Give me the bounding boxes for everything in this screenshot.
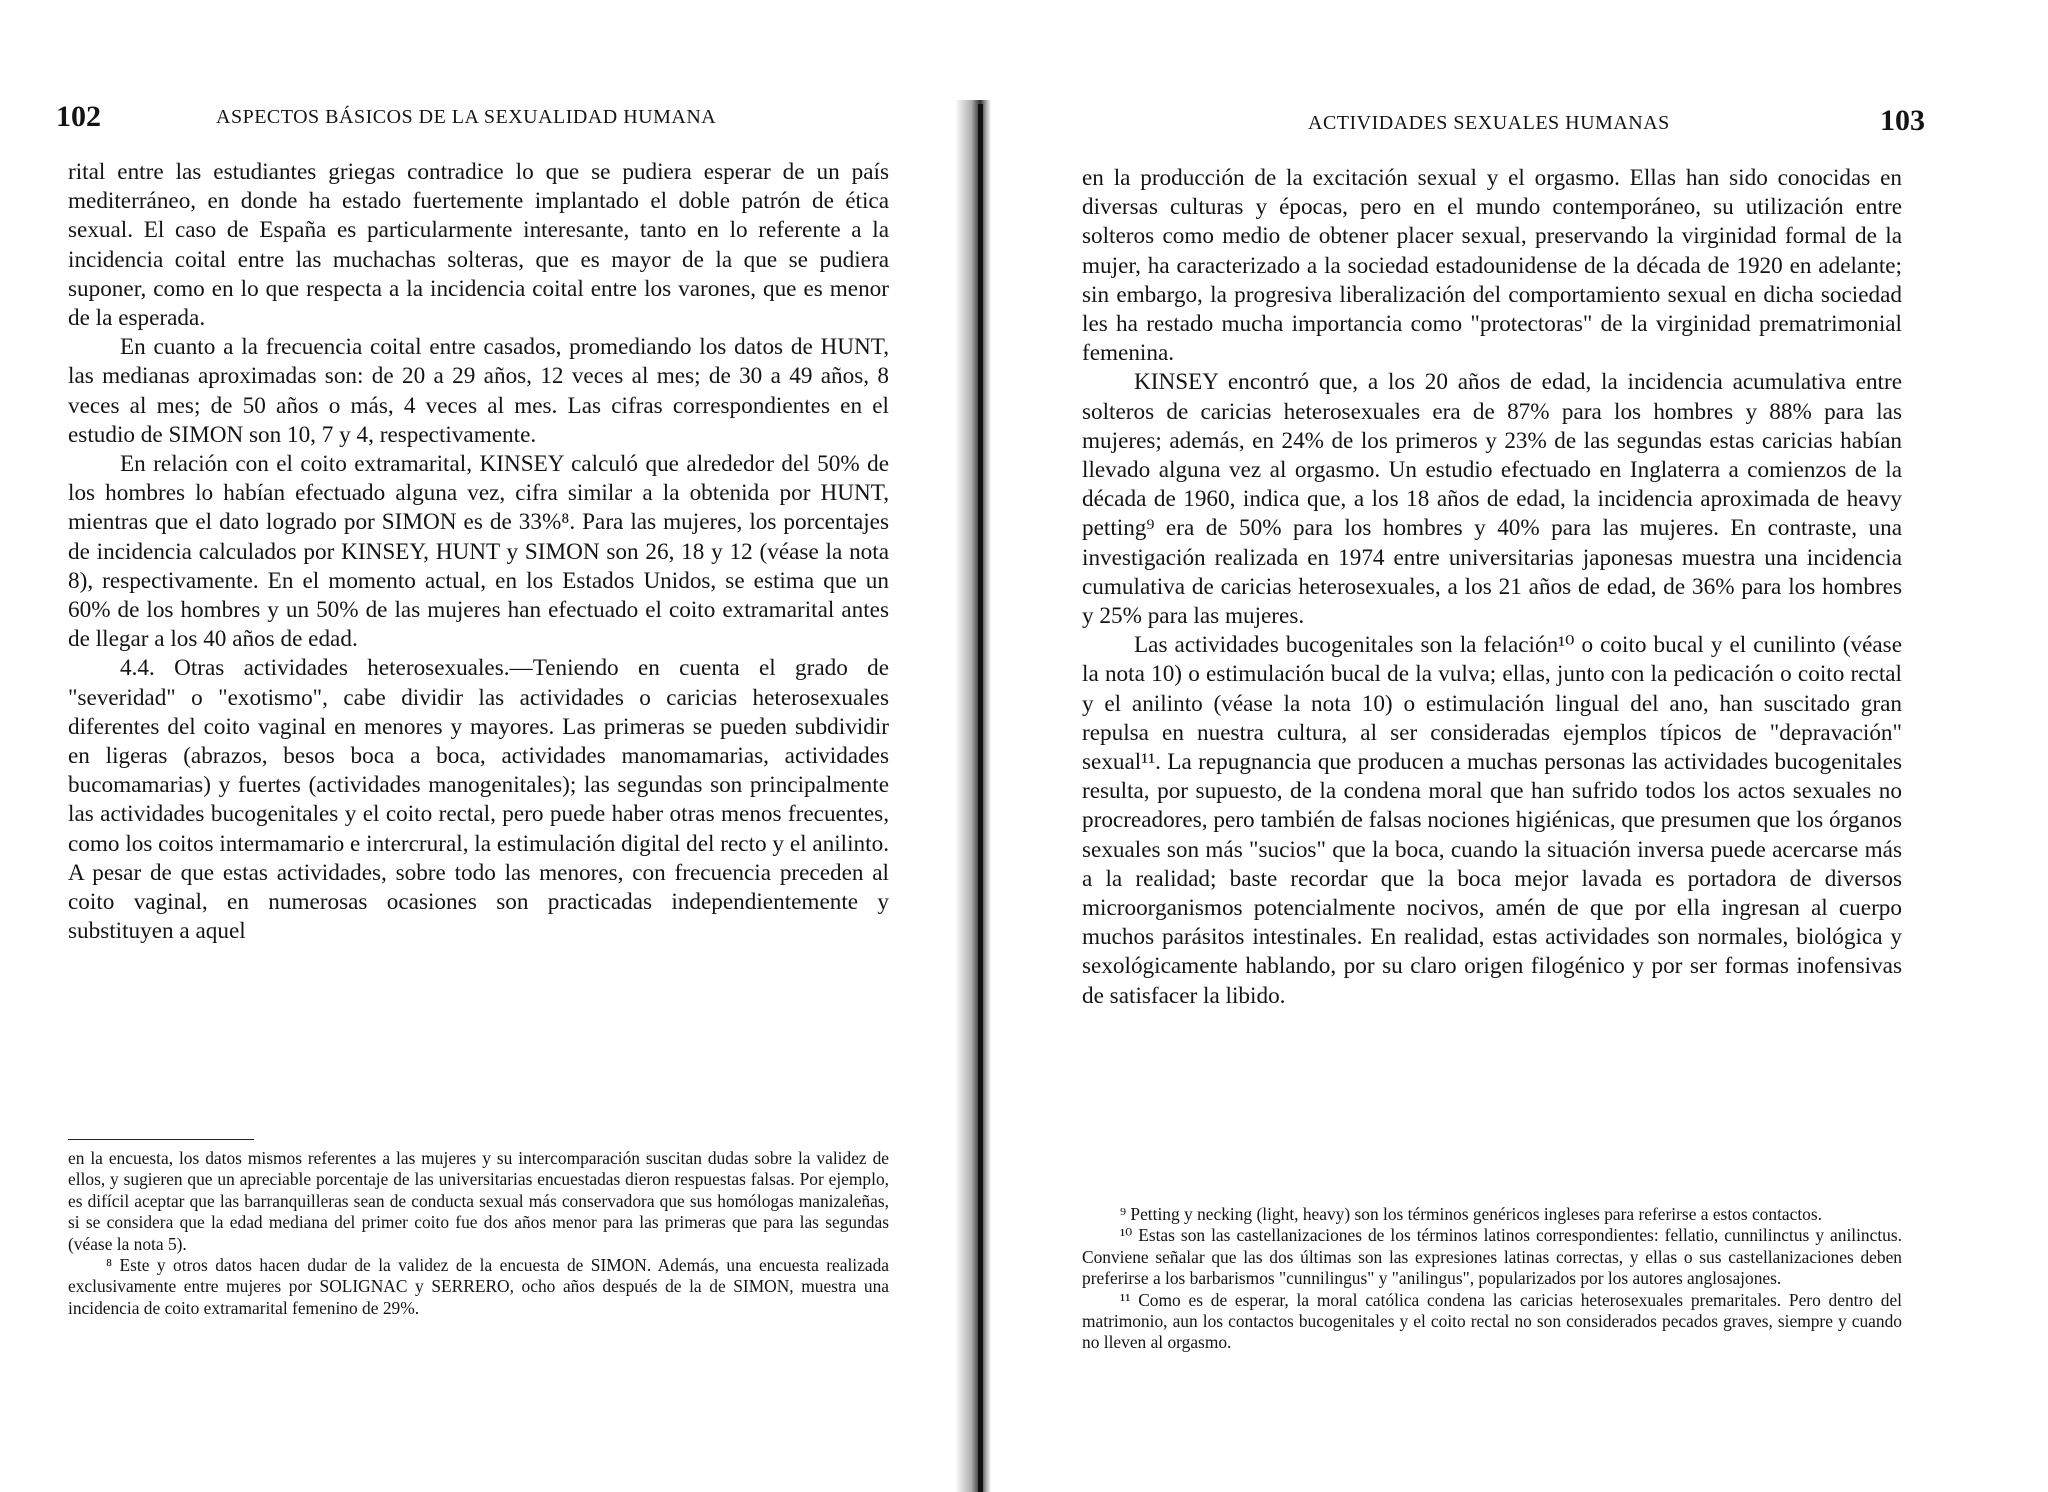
footnote: ¹¹ Como es de esperar, la moral católica condena las caricias heterosexuales premaritales. Pero dentro del matrimonio, aun los contactos bucogenitales y el coito rectal no son considerados pecados graves, siempre y cuando no lleven al orgasmo.	[1082, 1289, 1902, 1353]
footnotes	[1082, 1204, 1902, 1354]
running-header: ASPECTOS BÁSICOS DE LA SEXUALIDAD HUMANA	[216, 106, 717, 128]
footnote: ⁹ Petting y necking (light, heavy) son los términos genéricos ingleses para referirse a estos contactos.	[1120, 1204, 1822, 1224]
paragraph: En cuanto a la frecuencia coital entre casados, promediando los datos de HUNT, las medianas aproximadas son: de 20 a 29 años, 12 veces al mes; de 30 a 49 años, 8 veces al mes; de 50 años o más, 4 veces al mes. Las cifras correspondientes en el estudio de SIMON son 10, 7 y 4, respectivamente.	[68, 334, 889, 448]
footnote: en la encuesta, los datos mismos referentes a las mujeres y su intercomparación suscitan dudas sobre la validez de ellos, y sugieren que un apreciable porcentaje de las universitarias encuestadas dieron respuestas falsas. Por ejemplo, es difícil aceptar que las barranquilleras sean de conducta sexual más conservadora que sus homólogas manizaleñas, si se considera que la edad mediana del primer coito fue dos años menor para las primeras que para las segundas (véase la nota 5).	[68, 1148, 889, 1254]
paragraph: rital entre las estudiantes griegas contradice lo que se pudiera esperar de un país mediterráneo, en donde ha estado fuertemente implantado el doble patrón de ética sexual. El caso de España es particularmente interesante, tanto en lo referente a la incidencia coital entre las muchachas solteras, que es mayor de la que se pudiera suponer, como en lo que respecta a la incidencia coital entre los varones, que es menor de la esperada.	[68, 159, 889, 332]
page-number: 102	[56, 100, 101, 133]
paragraph: Las actividades bucogenitales son la felación¹⁰ o coito bucal y el cunilinto (véase la nota 10) o estimulación bucal de la vulva; ellas, junto con la pedicación o coito rectal y el anilinto (véase la nota 10) o estimulación lingual del ano, han suscitado gran repulsa en nuestra cultura, al ser consideradas ejemplos típicos de "depravación" sexual¹¹. La repugnancia que producen a muchas personas las actividades bucogenitales resulta, por supuesto, de la condena moral que han sufrido todos los actos sexuales no procreadores, pero también de falsas nociones higiénicas, que presumen que los órganos sexuales son más "sucios" que la boca, cuando la situación inversa puede acercarse más a la realidad; baste recordar que la boca mejor lavada es portadora de diversos microorganismos potencialmente nocivos, amén de que por ella ingresan al cuerpo muchos parásitos intestinales. En realidad, estas actividades son normales, biológica y sexológicamente hablando, por su claro origen filogénico y por ser formas inofensivas de satisfacer la libido.	[1082, 632, 1902, 1009]
footnote: ⁸ Este y otros datos hacen dudar de la validez de la encuesta de SIMON. Además, una encuesta realizada exclusivamente entre mujeres por SOLIGNAC y SERRERO, ocho años después de la de SIMON, muestra una incidencia de coito extramarital femenino de 29%.	[68, 1255, 889, 1318]
running-header: ACTIVIDADES SEXUALES HUMANAS	[1308, 112, 1670, 134]
page-number: 103	[1880, 104, 1925, 137]
footnote: ¹⁰ Estas son las castellanizaciones de los términos latinos correspondientes: fellatio, cunnilinctus y anilinctus. Conviene señalar que las dos últimas son las expresiones latinas correctas, y ellas o sus castellanizaciones deben preferirse a los barbarismos "cunnilingus" y "anilingus", popularizados por los autores anglosajones.	[1082, 1225, 1902, 1289]
paragraph: 4.4. Otras actividades heterosexuales.—Teniendo en cuenta el grado de "severidad" o "exotismo", cabe dividir las actividades o caricias heterosexuales diferentes del coito vaginal en menores y mayores. Las primeras se pueden subdividir en ligeras (abrazos, besos boca a boca, actividades manomamarias, actividades bucomamarias) y fuertes (actividades manogenitales); las segundas son principalmente las actividades bucogenitales y el coito rectal, pero puede haber otras menos frecuentes, como los coitos intermamario e intercrural, la estimulación digital del recto y el anilinto. A pesar de que estas actividades, sobre todo las menores, con frecuencia preceden al coito vaginal, en numerosas ocasiones son practicadas independientemente y substituyen a aquel	[68, 655, 889, 945]
paragraph: En relación con el coito extramarital, KINSEY calculó que alrededor del 50% de los hombres lo habían efectuado alguna vez, cifra similar a la obtenida por HUNT, mientras que el dato logrado por SIMON es de 33%⁸. Para las mujeres, los porcentajes de incidencia calculados por KINSEY, HUNT y SIMON son 26, 18 y 12 (véase la nota 8), respectivamente. En el momento actual, en los Estados Unidos, se estima que un 60% de los hombres y un 50% de las mujeres han efectuado el coito extramarital antes de llegar a los 40 años de edad.	[68, 451, 889, 653]
body-text	[1082, 164, 1902, 1011]
paragraph: KINSEY encontró que, a los 20 años de edad, la incidencia acumulativa entre solteros de caricias heterosexuales era de 87% para los hombres y 88% para las mujeres; además, en 24% de los primeros y 23% de las segundas estas caricias habían llevado alguna vez al orgasmo. Un estudio efectuado en Inglaterra a comienzos de la década de 1960, indica que, a los 18 años de edad, la incidencia aproximada de heavy petting⁹ era de 50% para los hombres y 40% para las mujeres. En contraste, una investigación realizada en 1974 entre universitarias japonesas muestra una incidencia cumulativa de caricias heterosexuales, a los 21 años de edad, de 36% para los hombres y 25% para las mujeres.	[1082, 369, 1902, 630]
paragraph: en la producción de la excitación sexual y el orgasmo. Ellas han sido conocidas en diversas culturas y épocas, pero en el mundo contemporáneo, su utilización entre solteros como medio de obtener placer sexual, preservando la virginidad formal de la mujer, ha caracterizado a la sociedad estadounidense de la década de 1920 en adelante; sin embargo, la progresiva liberalización del comportamiento sexual en dicha sociedad les ha restado mucha importancia como "protectoras" de la virginidad prematrimonial femenina.	[1082, 165, 1902, 367]
